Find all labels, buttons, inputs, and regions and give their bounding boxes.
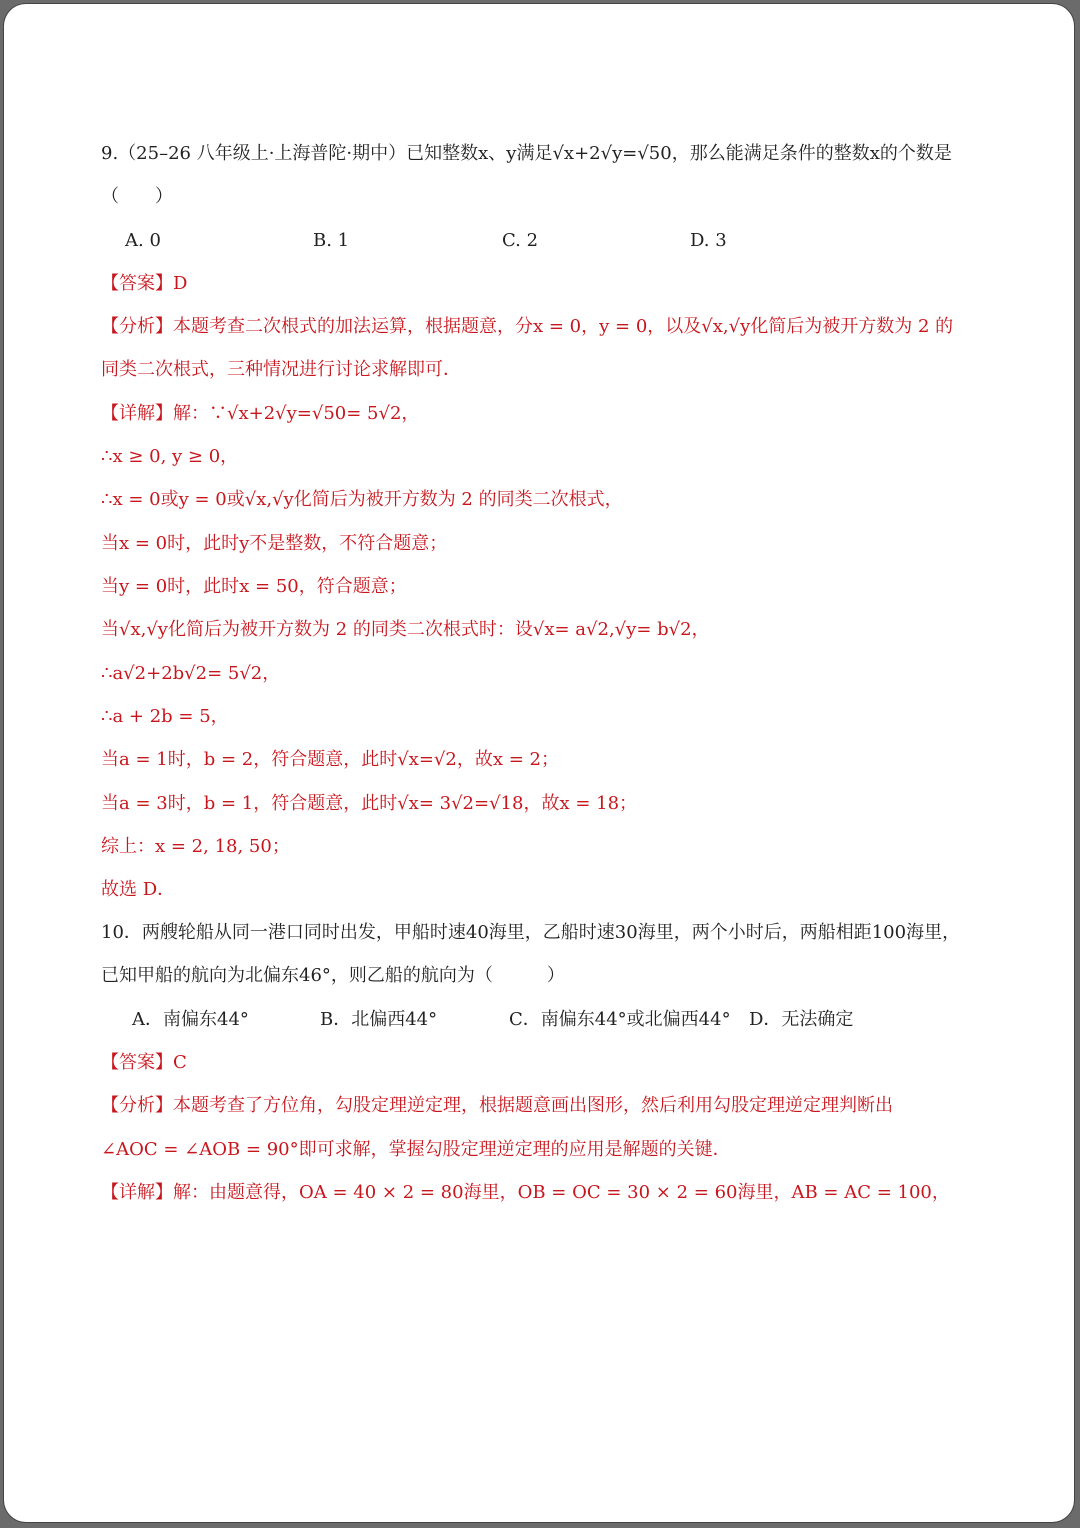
q9-detail-line: 综上：x = 2, 18, 50； — [101, 836, 290, 857]
q9-analysis-line1: 【分析】本题考查二次根式的加法运算，根据题意，分x = 0，y = 0，以及√x,√y化简后为被开方数为 2 的 — [101, 316, 954, 337]
q10-option-c: C．南偏东44°或北偏西44° — [509, 1009, 731, 1030]
q9-detail-line: 当√x,√y化简后为被开方数为 2 的同类二次根式时：设√x= a√2,√y= b√2， — [101, 619, 710, 640]
q9-stem: 9.（25–26 八年级上·上海普陀·期中）已知整数x、y满足√x+2√y=√50，那么能满足条件的整数x的个数是 — [101, 143, 952, 164]
q10-option-b: B．北偏西44° — [320, 1009, 438, 1030]
q9-detail-line: ∴x = 0或y = 0或√x,√y化简后为被开方数为 2 的同类二次根式， — [101, 489, 623, 510]
q9-detail-line: ∴a + 2b = 5， — [101, 706, 229, 727]
q10-option-a: A．南偏东44° — [132, 1009, 249, 1030]
q9-detail-line: 故选 D． — [101, 879, 176, 900]
q9-option-c: C. 2 — [502, 230, 539, 251]
q10-answer: 【答案】C — [101, 1052, 187, 1073]
q10-analysis-line1: 【分析】本题考查了方位角，勾股定理逆定理，根据题意画出图形，然后利用勾股定理逆定理判断出 — [101, 1095, 893, 1116]
q9-option-d: D. 3 — [690, 230, 727, 251]
q9-detail-line: 当y = 0时，此时x = 50，符合题意； — [101, 576, 407, 597]
q9-detail-line: 【详解】解：∵√x+2√y=√50= 5√2， — [101, 403, 420, 424]
q10-detail-line1: 【详解】解：由题意得，OA = 40 × 2 = 80海里，OB = OC = 30 × 2 = 60海里，AB = AC = 100， — [101, 1182, 950, 1203]
q9-detail-line: 当a = 1时，b = 2，符合题意，此时√x=√2，故x = 2； — [101, 749, 559, 770]
q10-stem: 10．两艘轮船从同一港口同时出发，甲船时速40海里，乙船时速30海里，两个小时后，两船相距100海里， — [101, 922, 961, 943]
q9-detail-line: 当a = 3时，b = 1，符合题意，此时√x= 3√2=√18，故x = 18； — [101, 793, 638, 814]
document-page — [4, 4, 1074, 1522]
q9-detail-line: ∴a√2+2b√2= 5√2， — [101, 663, 281, 684]
q10-stem-line2: 已知甲船的航向为北偏东46°，则乙船的航向为（ ） — [101, 965, 565, 986]
q9-detail-line: ∴x ≥ 0, y ≥ 0， — [101, 446, 239, 467]
q9-answer: 【答案】D — [101, 273, 188, 294]
q9-blank: （ ） — [101, 186, 173, 207]
q10-option-d: D．无法确定 — [749, 1009, 854, 1030]
q9-option-b: B. 1 — [313, 230, 350, 251]
q9-detail-line: 当x = 0时，此时y不是整数，不符合题意； — [101, 533, 448, 554]
q9-option-a: A. 0 — [125, 230, 161, 251]
q9-analysis-line2: 同类二次根式，三种情况进行讨论求解即可． — [101, 359, 461, 380]
q10-analysis-line2: ∠AOC = ∠AOB = 90°即可求解，掌握勾股定理逆定理的应用是解题的关键． — [101, 1139, 731, 1160]
